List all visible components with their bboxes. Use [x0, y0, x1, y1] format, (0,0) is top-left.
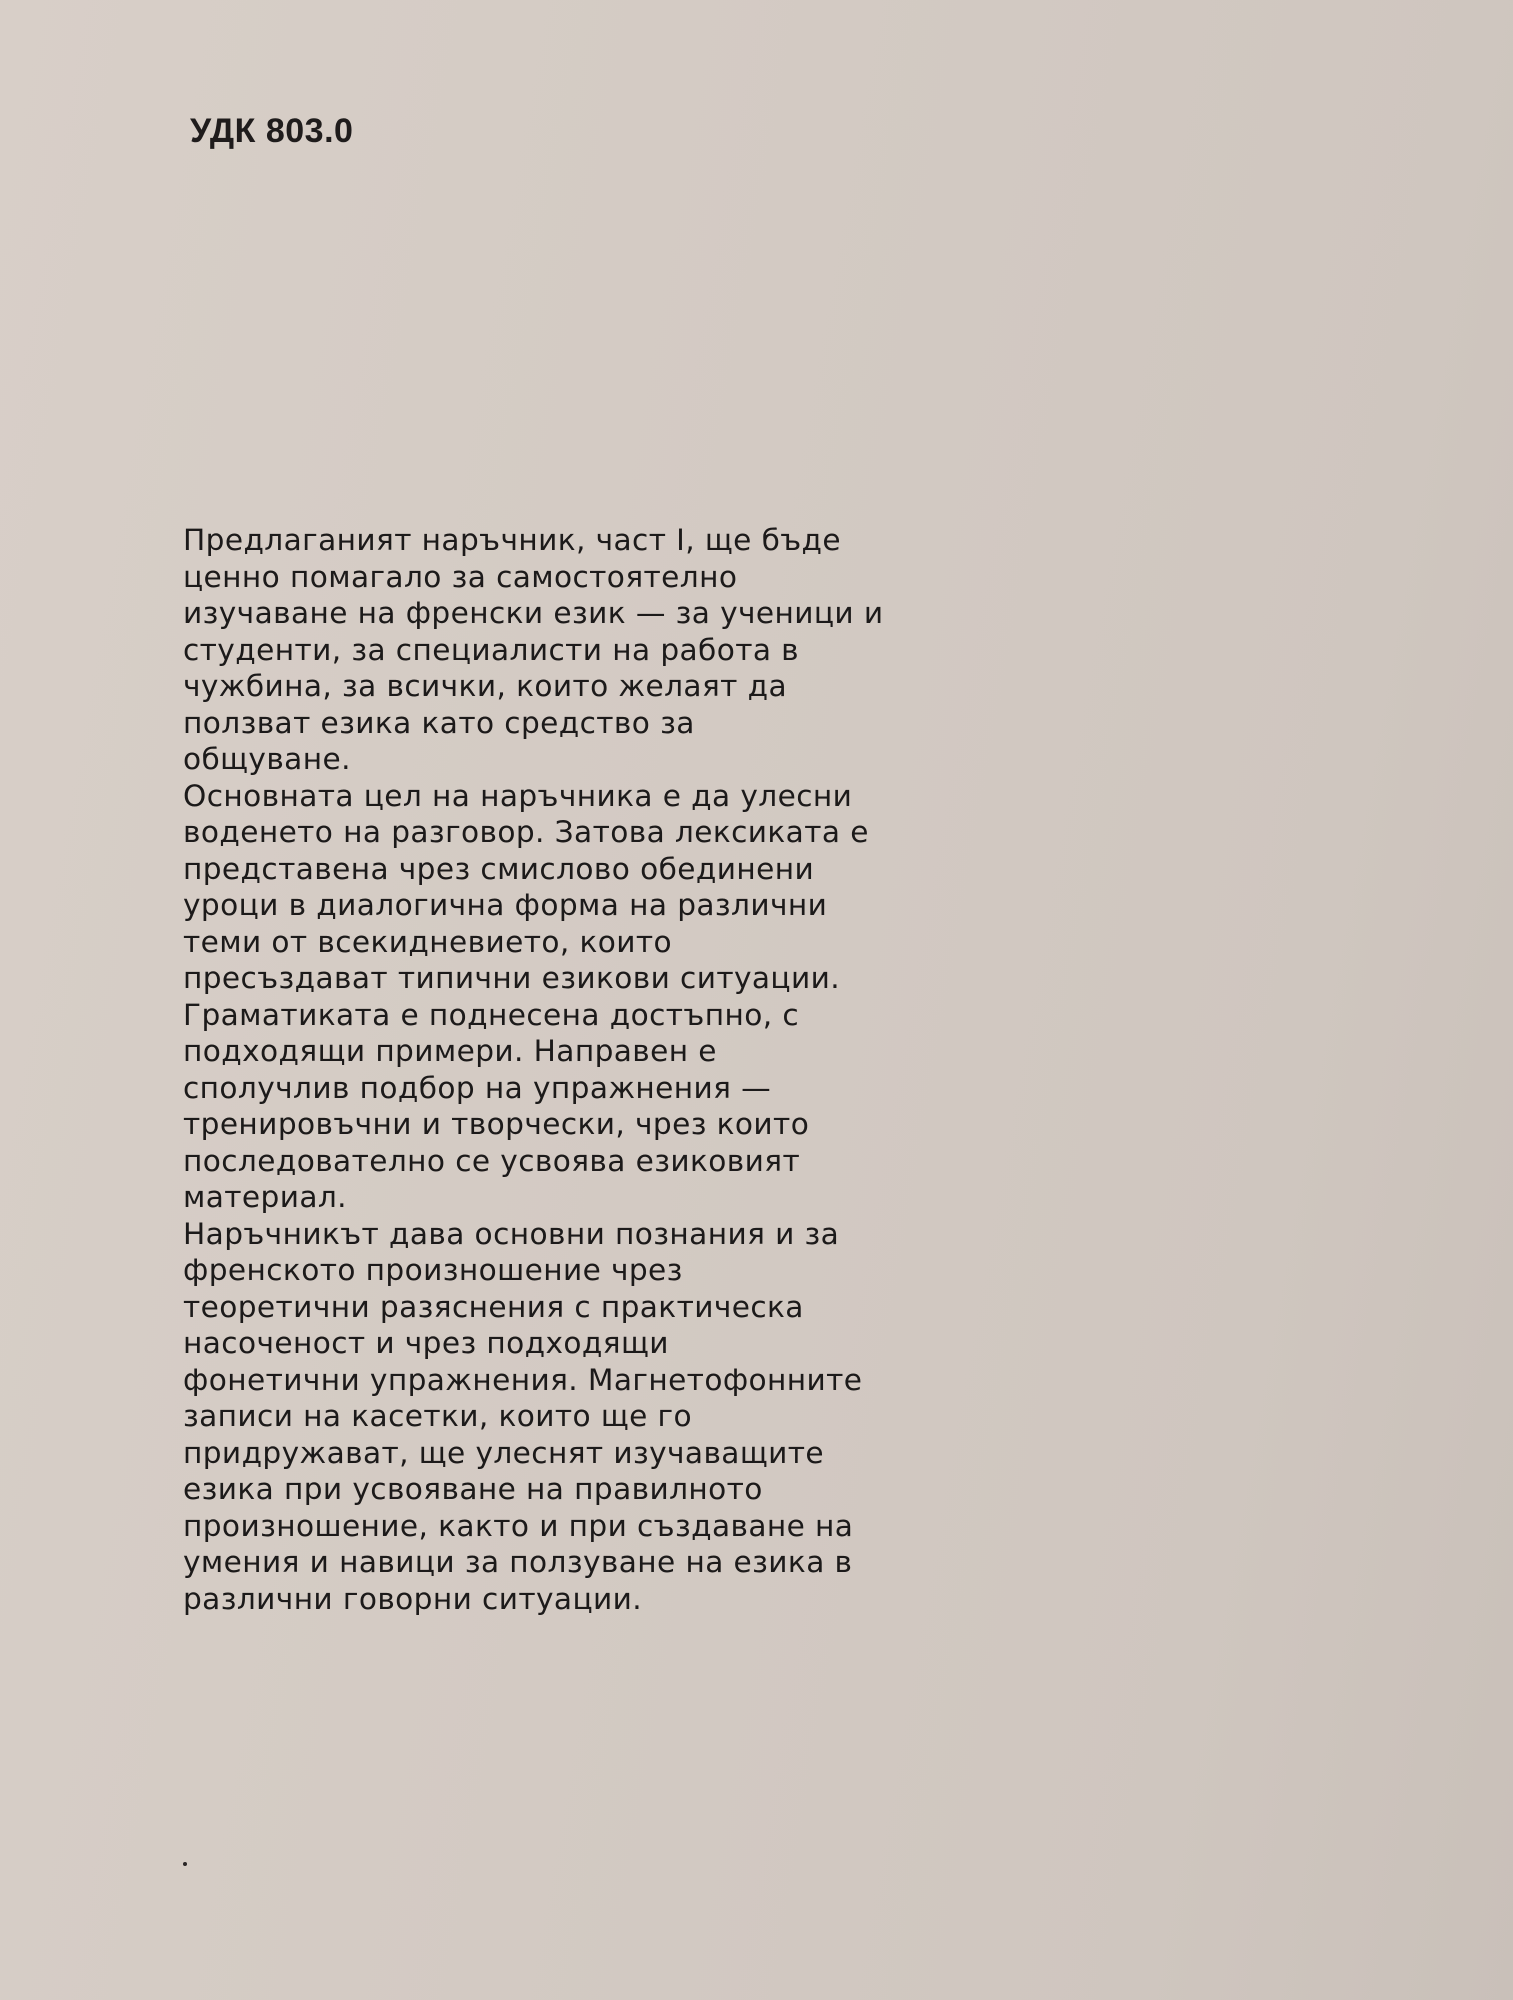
- udk-classification: УДК 803.0: [190, 112, 354, 150]
- text-line: теми от всекидневието, които: [183, 924, 673, 959]
- text-line: студенти, за специалисти на работа в: [183, 632, 800, 667]
- text-line: насоченост и чрез подходящи: [183, 1326, 669, 1360]
- annotation-text: [183, 522, 983, 1617]
- text-line: различни говорни ситуации.: [183, 1581, 643, 1616]
- text-line: пресъздават типични езикови ситуации.: [183, 961, 841, 995]
- text-line: подходящи примери. Направен е: [183, 1034, 717, 1068]
- text-line: представена чрез смислово обединени: [183, 851, 815, 886]
- ink-speck: [183, 1862, 187, 1866]
- text-line: френското произношение чрез: [183, 1253, 683, 1287]
- text-line: фонетични упражнения. Магнетофонните: [183, 1362, 863, 1397]
- text-line: тренировъчни и творчески, чрез които: [183, 1107, 810, 1141]
- text-line: Предлаганият наръчник, част I, ще бъде: [183, 523, 841, 557]
- text-line: умения и навици за ползуване на езика в: [183, 1545, 853, 1579]
- text-line: теоретични разяснения с практическа: [183, 1289, 804, 1324]
- text-line: Основната цел на наръчника е да улесни: [183, 778, 853, 813]
- text-line: последователно се усвоява езиковият: [183, 1143, 801, 1178]
- text-line: воденето на разговор. Затова лексиката е: [183, 815, 869, 849]
- text-line: записи на касетки, които ще го: [183, 1399, 693, 1433]
- text-line: произношение, както и при създаване на: [183, 1508, 854, 1543]
- text-line: сполучлив подбор на упражнения —: [183, 1070, 772, 1105]
- text-line: Наръчникът дава основни познания и за: [183, 1216, 840, 1251]
- text-line: уроци в диалогична форма на различни: [183, 888, 828, 922]
- text-line: чужбина, за всички, които желаят да: [183, 669, 787, 703]
- text-line: ценно помагало за самостоятелно: [183, 559, 738, 594]
- text-line: общуване.: [183, 742, 351, 776]
- text-line: придружават, ще улеснят изучаващите: [183, 1435, 824, 1470]
- text-line: ползват езика като средство за: [183, 705, 695, 740]
- text-line: Граматиката е поднесена достъпно, с: [183, 997, 800, 1032]
- text-line: изучаване на френски език — за ученици и: [183, 596, 884, 630]
- text-line: езика при усвояване на правилното: [183, 1472, 763, 1506]
- text-line: материал.: [183, 1180, 347, 1214]
